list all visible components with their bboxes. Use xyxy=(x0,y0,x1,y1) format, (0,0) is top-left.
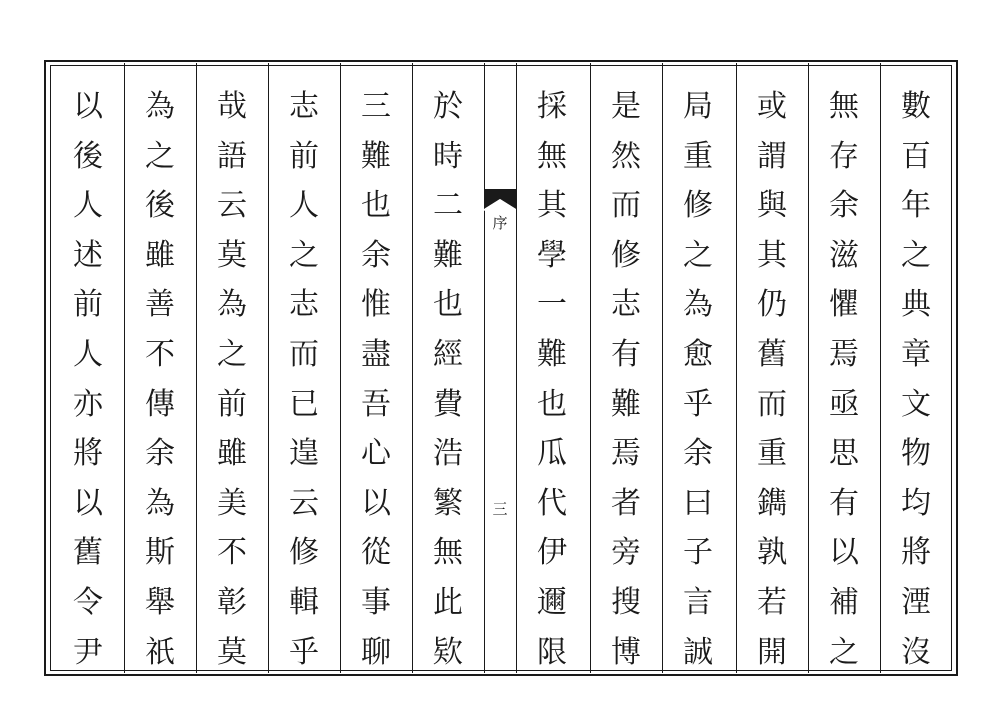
glyph: 經 xyxy=(433,336,463,372)
text-column-8 xyxy=(340,60,412,676)
text-column-5 xyxy=(590,60,662,676)
glyph: 是 xyxy=(611,89,641,124)
glyph: 百 xyxy=(901,138,931,174)
text-column-12 xyxy=(52,60,124,676)
glyph: 懼 xyxy=(829,287,859,323)
glyph: 後 xyxy=(73,138,103,174)
glyph: 時 xyxy=(433,138,463,174)
glyph: 為 xyxy=(683,287,713,323)
glyph: 舊 xyxy=(73,535,103,571)
glyph: 彰 xyxy=(217,584,247,620)
glyph: 其 xyxy=(537,188,567,224)
glyph: 而 xyxy=(757,386,787,422)
column-rule xyxy=(662,63,663,673)
glyph: 前 xyxy=(217,386,247,422)
glyph: 重 xyxy=(757,436,787,472)
glyph: 年 xyxy=(901,188,931,224)
glyph: 聊 xyxy=(361,634,391,670)
glyph: 無 xyxy=(433,535,463,571)
glyph: 心 xyxy=(361,436,391,472)
column-rule xyxy=(736,63,737,673)
glyph: 沒 xyxy=(901,634,931,670)
glyph: 學 xyxy=(537,237,567,273)
glyph: 以 xyxy=(361,485,391,521)
glyph: 美 xyxy=(217,485,247,521)
glyph: 邇 xyxy=(537,584,567,620)
glyph: 事 xyxy=(361,584,391,620)
column-rule xyxy=(412,63,413,673)
glyph: 述 xyxy=(73,237,103,273)
glyph: 莫 xyxy=(217,634,247,670)
glyph: 余 xyxy=(361,237,391,273)
text-column-9 xyxy=(268,60,340,676)
glyph: 乎 xyxy=(683,386,713,422)
glyph: 補 xyxy=(829,584,859,620)
glyph: 無 xyxy=(829,89,859,124)
glyph: 仍 xyxy=(757,287,787,323)
glyph: 人 xyxy=(289,188,319,224)
glyph: 物 xyxy=(901,436,931,472)
glyph: 惟 xyxy=(361,287,391,323)
glyph: 有 xyxy=(611,336,641,372)
glyph: 開 xyxy=(757,634,787,670)
glyph: 與 xyxy=(757,188,787,224)
glyph: 不 xyxy=(217,535,247,571)
glyph: 一 xyxy=(537,287,567,323)
glyph: 孰 xyxy=(757,535,787,571)
glyph: 後 xyxy=(145,188,175,224)
text-column-2 xyxy=(808,60,880,676)
glyph: 難 xyxy=(611,386,641,422)
glyph: 繁 xyxy=(433,485,463,521)
glyph: 費 xyxy=(433,386,463,422)
banxin-page-number: 三 xyxy=(492,500,508,518)
glyph: 愈 xyxy=(683,336,713,372)
glyph: 斯 xyxy=(145,535,175,571)
glyph: 余 xyxy=(829,188,859,224)
glyph: 焉 xyxy=(611,436,641,472)
glyph: 之 xyxy=(683,237,713,273)
glyph: 志 xyxy=(289,89,319,124)
glyph: 之 xyxy=(289,237,319,273)
glyph: 然 xyxy=(611,138,641,174)
glyph: 傳 xyxy=(145,386,175,422)
glyph: 謂 xyxy=(757,138,787,174)
glyph: 雖 xyxy=(217,436,247,472)
glyph: 輯 xyxy=(289,584,319,620)
glyph: 也 xyxy=(433,287,463,323)
glyph: 重 xyxy=(683,138,713,174)
glyph: 無 xyxy=(537,138,567,174)
glyph: 章 xyxy=(901,336,931,372)
glyph: 限 xyxy=(537,634,567,670)
glyph: 言 xyxy=(683,584,713,620)
glyph: 存 xyxy=(829,138,859,174)
glyph: 三 xyxy=(361,89,391,124)
glyph: 之 xyxy=(145,138,175,174)
glyph: 也 xyxy=(361,188,391,224)
glyph: 不 xyxy=(145,336,175,372)
glyph: 哉 xyxy=(217,89,247,124)
glyph: 其 xyxy=(757,237,787,273)
glyph: 浩 xyxy=(433,436,463,472)
glyph: 鐫 xyxy=(757,485,787,521)
glyph: 曰 xyxy=(683,485,713,521)
glyph: 云 xyxy=(217,188,247,224)
glyph: 余 xyxy=(145,436,175,472)
glyph: 語 xyxy=(217,138,247,174)
text-column-4 xyxy=(662,60,734,676)
glyph: 之 xyxy=(217,336,247,372)
glyph: 舊 xyxy=(757,336,787,372)
glyph: 旁 xyxy=(611,535,641,571)
glyph: 以 xyxy=(73,485,103,521)
glyph: 修 xyxy=(611,237,641,273)
text-column-3 xyxy=(736,60,808,676)
text-column-7 xyxy=(412,60,484,676)
glyph: 採 xyxy=(537,89,567,124)
glyph: 思 xyxy=(829,436,859,472)
glyph: 令 xyxy=(73,584,103,620)
glyph: 而 xyxy=(289,336,319,372)
glyph: 人 xyxy=(73,188,103,224)
glyph: 為 xyxy=(145,89,175,124)
glyph: 云 xyxy=(289,485,319,521)
glyph: 亦 xyxy=(73,386,103,422)
glyph: 若 xyxy=(757,584,787,620)
glyph: 有 xyxy=(829,485,859,521)
glyph: 滋 xyxy=(829,237,859,273)
glyph: 也 xyxy=(537,386,567,422)
glyph: 吾 xyxy=(361,386,391,422)
glyph: 湮 xyxy=(901,584,931,620)
glyph: 前 xyxy=(73,287,103,323)
glyph: 瓜 xyxy=(537,436,567,472)
glyph: 為 xyxy=(217,287,247,323)
banxin-section-title: 序 xyxy=(492,214,508,232)
glyph: 焉 xyxy=(829,336,859,372)
glyph: 誠 xyxy=(683,634,713,670)
glyph: 雖 xyxy=(145,237,175,273)
glyph: 祇 xyxy=(145,634,175,670)
glyph: 前 xyxy=(289,138,319,174)
glyph: 人 xyxy=(73,336,103,372)
column-rule xyxy=(880,63,881,673)
glyph: 修 xyxy=(289,535,319,571)
glyph: 子 xyxy=(683,535,713,571)
glyph: 難 xyxy=(361,138,391,174)
glyph: 修 xyxy=(683,188,713,224)
glyph: 此 xyxy=(433,584,463,620)
glyph: 而 xyxy=(611,188,641,224)
glyph: 博 xyxy=(611,634,641,670)
glyph: 志 xyxy=(611,287,641,323)
text-column-6 xyxy=(516,60,588,676)
glyph: 文 xyxy=(901,386,931,422)
glyph: 難 xyxy=(433,237,463,273)
glyph: 遑 xyxy=(289,436,319,472)
glyph: 於 xyxy=(433,89,463,124)
fishtail-mark-icon xyxy=(484,189,516,211)
glyph: 數 xyxy=(901,89,931,124)
glyph: 乎 xyxy=(289,634,319,670)
column-rule xyxy=(340,63,341,673)
glyph: 者 xyxy=(611,485,641,521)
glyph: 之 xyxy=(901,237,931,273)
glyph: 難 xyxy=(537,336,567,372)
glyph: 之 xyxy=(829,634,859,670)
glyph: 或 xyxy=(757,89,787,124)
glyph: 局 xyxy=(683,89,713,124)
glyph: 搜 xyxy=(611,584,641,620)
glyph: 莫 xyxy=(217,237,247,273)
column-rule xyxy=(196,63,197,673)
glyph: 代 xyxy=(537,485,567,521)
glyph: 二 xyxy=(433,188,463,224)
glyph: 典 xyxy=(901,287,931,323)
column-rule xyxy=(808,63,809,673)
glyph: 盡 xyxy=(361,336,391,372)
glyph: 均 xyxy=(901,485,931,521)
glyph: 將 xyxy=(901,535,931,571)
glyph: 從 xyxy=(361,535,391,571)
glyph: 亟 xyxy=(829,386,859,422)
glyph: 將 xyxy=(73,436,103,472)
glyph: 舉 xyxy=(145,584,175,620)
column-rule xyxy=(590,63,591,673)
glyph: 余 xyxy=(683,436,713,472)
glyph: 尹 xyxy=(73,634,103,670)
glyph: 善 xyxy=(145,287,175,323)
glyph: 以 xyxy=(829,535,859,571)
column-rule xyxy=(124,63,125,673)
text-column-11 xyxy=(124,60,196,676)
glyph: 已 xyxy=(289,386,319,422)
banxin-center-column xyxy=(484,63,516,673)
text-column-1 xyxy=(880,60,952,676)
text-column-10 xyxy=(196,60,268,676)
glyph: 以 xyxy=(73,89,103,124)
column-rule xyxy=(268,63,269,673)
glyph: 伊 xyxy=(537,535,567,571)
glyph: 志 xyxy=(289,287,319,323)
glyph: 為 xyxy=(145,485,175,521)
banxin-right-rule xyxy=(516,63,517,673)
glyph: 欵 xyxy=(433,634,463,670)
